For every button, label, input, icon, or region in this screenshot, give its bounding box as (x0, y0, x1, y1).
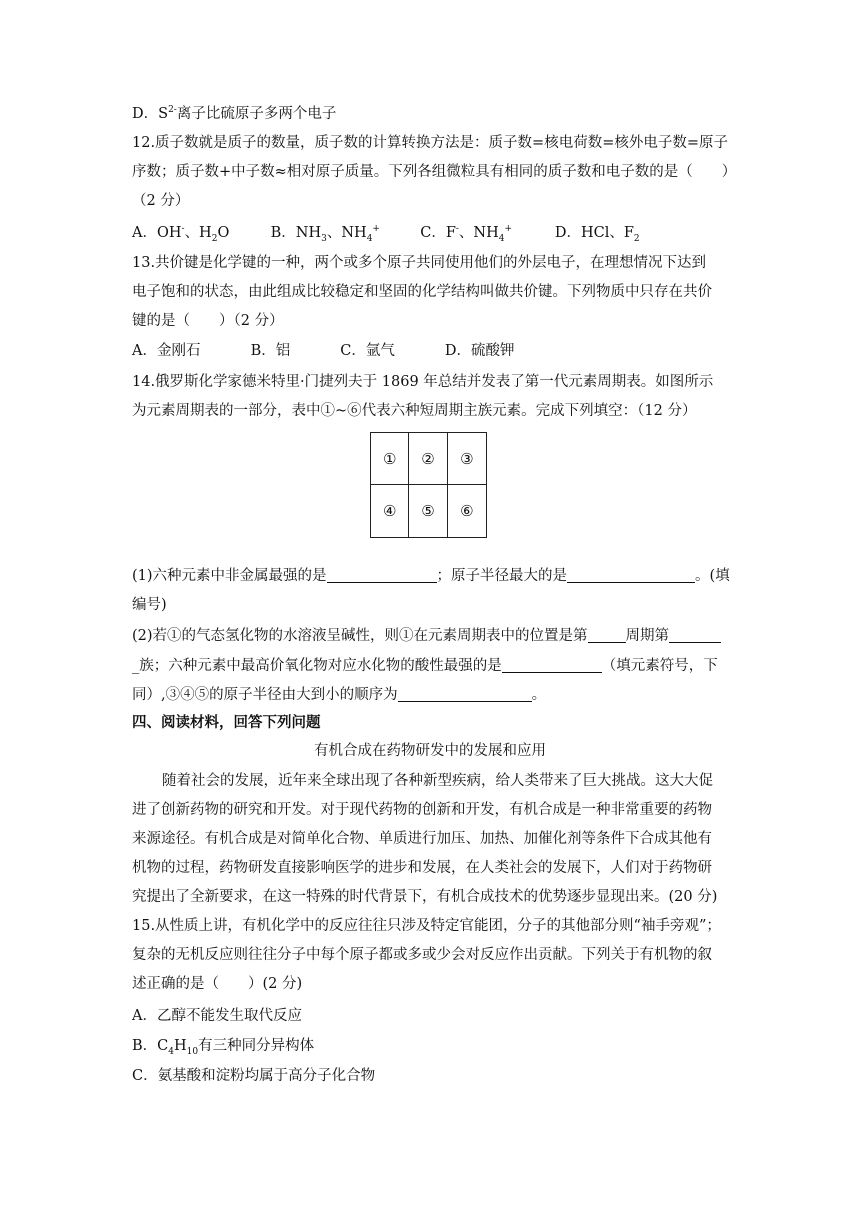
q12-line-1: 12.质子数就是质子的数量，质子数的计算转换方法是：质子数=核电荷数=核外电子数=原子 (132, 135, 729, 151)
q12-option-b: B．$NH_3$、$NH_4^+$ (270, 224, 380, 244)
q15-option-b: B．$C_4H_{10}$有三种同分异构体 (132, 1038, 315, 1057)
q14-part-2-cont2: 同）,③④⑤的原子半径由大到小的顺序为 。 (132, 687, 547, 703)
answer-blank[interactable] (502, 658, 602, 673)
q12-option-c: C．F-、$NH_4^+$ (420, 224, 513, 244)
q13-option-a: A．金刚石 (132, 343, 201, 359)
q13-line-2: 电子饱和的状态，由此组成比较稳定和坚固的化学结构叫做共价键。下列物质中只存在共价 (132, 284, 712, 300)
table-cell: ⑤ (409, 485, 447, 537)
reading-para-line: 来源途径。有机合成是对简单化合物、单质进行加压、加热、加催化剂等条件下合成其他有 (132, 831, 712, 847)
q13-option-b: B．铝 (250, 343, 291, 359)
q13-option-c: C．氩气 (340, 343, 395, 359)
q14-part-1: (1)六种元素中非金属最强的是 ；原子半径最大的是 。(填 (132, 568, 730, 584)
q15-option-a: A．乙醇不能发生取代反应 (132, 1008, 302, 1024)
q11-option-d-superscript: 2- (168, 105, 177, 116)
q12-option-a: A．OH-、$H_2O$ (132, 224, 230, 244)
q15-line-2: 复杂的无机反应则往往分子中每个原子都或多或少会对反应作出贡献。下列关于有机物的叙 (132, 947, 712, 963)
answer-blank[interactable] (398, 687, 532, 702)
q11-option-d (132, 104, 336, 124)
q13-options (132, 341, 514, 361)
q14-part-2-cont: _族；六种元素中最高价氧化物对应水化物的酸性最强的是 （填元素符号，下 (132, 658, 718, 674)
reading-para-line: 机物的过程，药物研发直接影响医学的进步和发展，在人类社会的发展下，人们对于药物研 (132, 860, 712, 876)
q14-line-1: 14.俄罗斯化学家德米特里·门捷列夫于 1869 年总结并发表了第一代元素周期表。如图所示 (132, 374, 714, 390)
periodic-table-fragment (370, 432, 487, 538)
q11-option-d-prefix: D．S (132, 106, 169, 122)
q15-line-1: 15.从性质上讲，有机化学中的反应往往只涉及特定官能团，分子的其他部分则“袖手旁观”； (132, 918, 721, 934)
q11-option-d-text: 离子比硫原子多两个电子 (176, 106, 337, 122)
q14-part-2: (2)若①的气态氢化物的水溶液呈碱性，则①在元素周期表中的位置是第 周期第 (132, 626, 721, 646)
reading-para-line: 究提出了全新要求，在这一特殊的时代背景下，有机合成技术的优势逐步显现出来。(20 分) (132, 889, 718, 905)
answer-blank[interactable] (327, 568, 437, 583)
q15-line-3: 述正确的是（ ）(2 分) (132, 976, 303, 992)
answer-blank[interactable] (567, 568, 695, 583)
reading-para-line: 随着社会的发展，近年来全球出现了各种新型疾病，给人类带来了巨大挑战。这大大促 (162, 773, 713, 789)
q13-option-d: D．硫酸钾 (444, 343, 515, 359)
q13-line-3: 键的是（ ）（2 分） (132, 313, 284, 329)
table-cell: ① (371, 433, 409, 485)
section-heading: 四、阅读材料，回答下列问题 (132, 715, 321, 731)
answer-blank[interactable] (588, 628, 626, 643)
q14-part-1-cont: 编号) (132, 597, 167, 613)
table-cell: ⑥ (460, 502, 474, 520)
table-cell: ④ (371, 485, 409, 537)
q15-option-c: C．氨基酸和淀粉均属于高分子化合物 (132, 1068, 376, 1084)
reading-title: 有机合成在药物研发中的发展和应用 (314, 743, 546, 759)
q14-line-2: 为元素周期表的一部分，表中①~⑥代表六种短周期主族元素。完成下列填空：（12 分） (132, 403, 697, 419)
reading-para-line: 进了创新药物的研究和开发。对于现代药物的创新和开发，有机合成是一种非常重要的药物 (132, 802, 712, 818)
q12-option-d: D．HCl、$F_2$ (554, 225, 640, 244)
table-cell: ② (409, 433, 447, 485)
q12-options (132, 223, 640, 243)
table-cell: ③ (448, 433, 486, 485)
q12-points: （2 分） (132, 193, 190, 209)
answer-blank[interactable] (669, 628, 721, 643)
q12-line-2: 序数；质子数+中子数≈相对原子质量。下列各组微粒具有相同的质子数和电子数的是（ ） (132, 164, 737, 180)
q13-line-1: 13.共价键是化学键的一种，两个或多个原子共同使用他们的外层电子，在理想情况下达到 (132, 255, 707, 271)
